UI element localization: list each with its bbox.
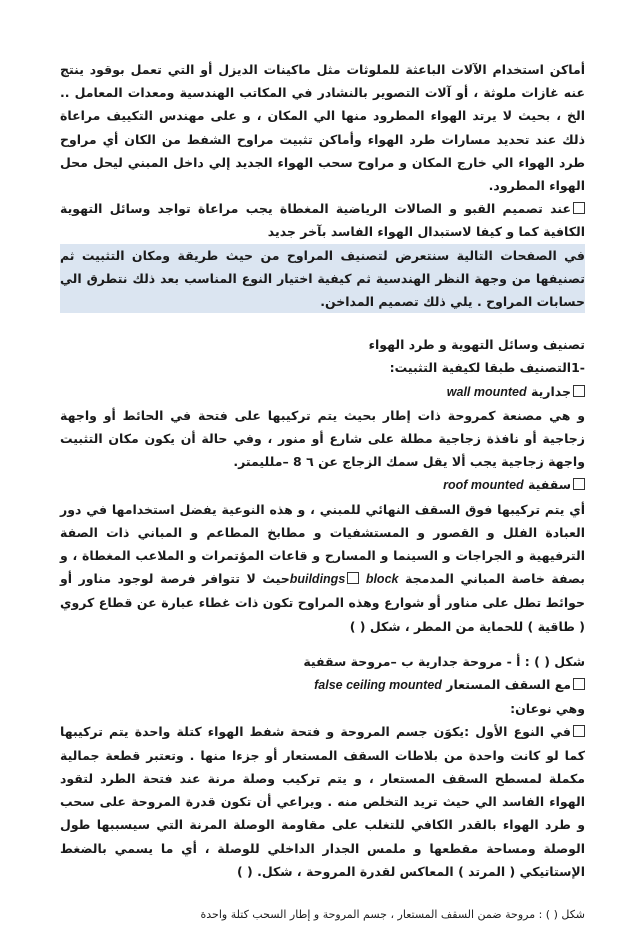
- bullet-box-icon: [573, 385, 585, 397]
- bullet-box-icon: [573, 478, 585, 490]
- roof-mounted-label: سقفية: [528, 477, 571, 493]
- paragraph-pollutant-sources: أماكن استخدام الآلات الباعثة للملوثات مثل ماكينات الديزل أو التي تعمل بوقود ينتج عنه غازات ملوثة ، أو آلات التصوير بالنشادر في المكاتب الهندسية ومعدات المعامل .. الخ ، بحيث لا يرتد الهواء المطرود منها الي المكان ، و على مهندس التكييف مراعاة ذلك عند تحديد مسارات طرد الهواء وأماكن تثبيت مراوح الشفط من الكان أي مراوح طرد الهواء الي خارج المكان و مراوح سحب الهواء الجديد إلي داخل المبني ليحل محل الهواء المطرود.: [60, 62, 585, 194]
- heading-classification: تصنيف وسائل التهوية و طرد الهواء: [368, 337, 585, 353]
- buildings-english: buildings: [289, 572, 346, 587]
- paragraph-basement-halls-text: عند تصميم القبو و الصالات الرياضية المغطاة يجب مراعاة تواجد وسائل التهوية الكافية كما و كيفا لاستبدال الهواء الفاسد بآخر جديد: [60, 201, 585, 240]
- wall-mounted-english: wall mounted: [446, 384, 527, 399]
- paragraph-wall-mounted: و هي مصنعة كمروحة ذات إطار بحيث يتم تركيبها على فتحة في الحائط أو واجهة زجاجية أو نافذة زجاجية مطلة على شارع أو منور ، وفي حالة أن يكون مكان التثبيت واجهة زجاجية يجب ألا يقل سمك الزجاج عن ٦ 8 –ملليمتر.: [60, 407, 585, 470]
- paragraph-next-pages: في الصفحات التالية سنتعرض لتصنيف المراوح من حيث طريقة ومكان التثبيت ثم تصنيفها من وجهة النظر الهندسية ثم كيفية اختيار النوع المناسب بعد ذلك نتطرق الي حسابات المراوح . يلي ذلك تصميم المداخن.: [60, 244, 585, 314]
- paragraph-basement-halls: [60, 197, 585, 243]
- bullet-box-icon: [347, 572, 359, 584]
- paragraph-roof-mounted-part1: أي يتم تركيبها فوق السقف النهائي للمبني ، و هذه النوعية يفضل استخدامها في دور العبادة الفلل و القصور و المستشفيات و مطابخ المطاعم و المباني ذات الصفة الترفيهية و الجراجات و السينما و المسارح و قاعات المؤتمرات و الملاعب المغطاة ، و بصفة خاصة المباني المدمجة: [60, 501, 585, 587]
- subheading-false-ceiling: [60, 673, 585, 697]
- heading-by-mounting: -1التصنيف طبقا لكيفية التثبيت:: [389, 360, 585, 376]
- figure-caption-false-ceiling: شكل ( ) : مروحة ضمن السقف المستعار ، جسم المروحة و إطار السحب كتلة واحدة: [200, 907, 585, 921]
- bullet-box-icon: [573, 725, 585, 737]
- paragraph-first-type: [60, 720, 585, 882]
- subheading-roof-mounted: [60, 473, 585, 497]
- types-intro: وهي نوعان:: [510, 701, 585, 717]
- block-english: block: [365, 572, 399, 587]
- subheading-wall-mounted: [60, 380, 585, 404]
- paragraph-first-type-text: في النوع الأول :يكوَن جسم المروحة و فتحة شفط الهواء كتلة واحدة يتم تركيبها كما لو كانت واحدة من بلاطات السقف المستعار أو جزءا منها . وتعتبر قطعة جمالية مكملة لمسطح السقف المستعار ، و يتم تركيب وصلة مرنة عند فتحة الطرد لتقود الهواء الفاسد الي حيث تريد التخلص منه . ويراعي أن تكون قدرة المروحة على سحب و طرد الهواء بالقدر الكافي للتغلب على مقاومة الوصلة المرنة التي سيسببها طول الوصلة ومساحة مقطعها و ملمس الجدار الداخلي للوصلة ، أي ما يسمي بالضغط الإستاتيكي ( المرتد ) المعاكس لقدرة المروحة ، شكل. ( ): [60, 724, 585, 879]
- figure-caption-wall-roof: شكل ( ) : أ - مروحة جدارية ب –مروحة سقفية: [303, 653, 585, 669]
- false-ceiling-english: false ceiling mounted: [314, 678, 442, 693]
- paragraph-roof-mounted: [60, 498, 585, 638]
- wall-mounted-label: جدارية: [531, 383, 571, 399]
- bullet-box-icon: [573, 678, 585, 690]
- document-page: [60, 58, 585, 926]
- paragraph-roof-mounted-part2: حيث لا تتوافر فرصة لوجود مناور أو حوائط تطل على مناور أو شوارع وهذه المراوح تكون ذات غطاء عبارة عن قطاع كروي ( طاقية ) للحماية من المطر ، شكل ( ): [60, 571, 585, 634]
- false-ceiling-label: مع السقف المستعار: [446, 677, 571, 693]
- roof-mounted-english: roof mounted: [443, 478, 524, 493]
- bullet-box-icon: [573, 202, 585, 214]
